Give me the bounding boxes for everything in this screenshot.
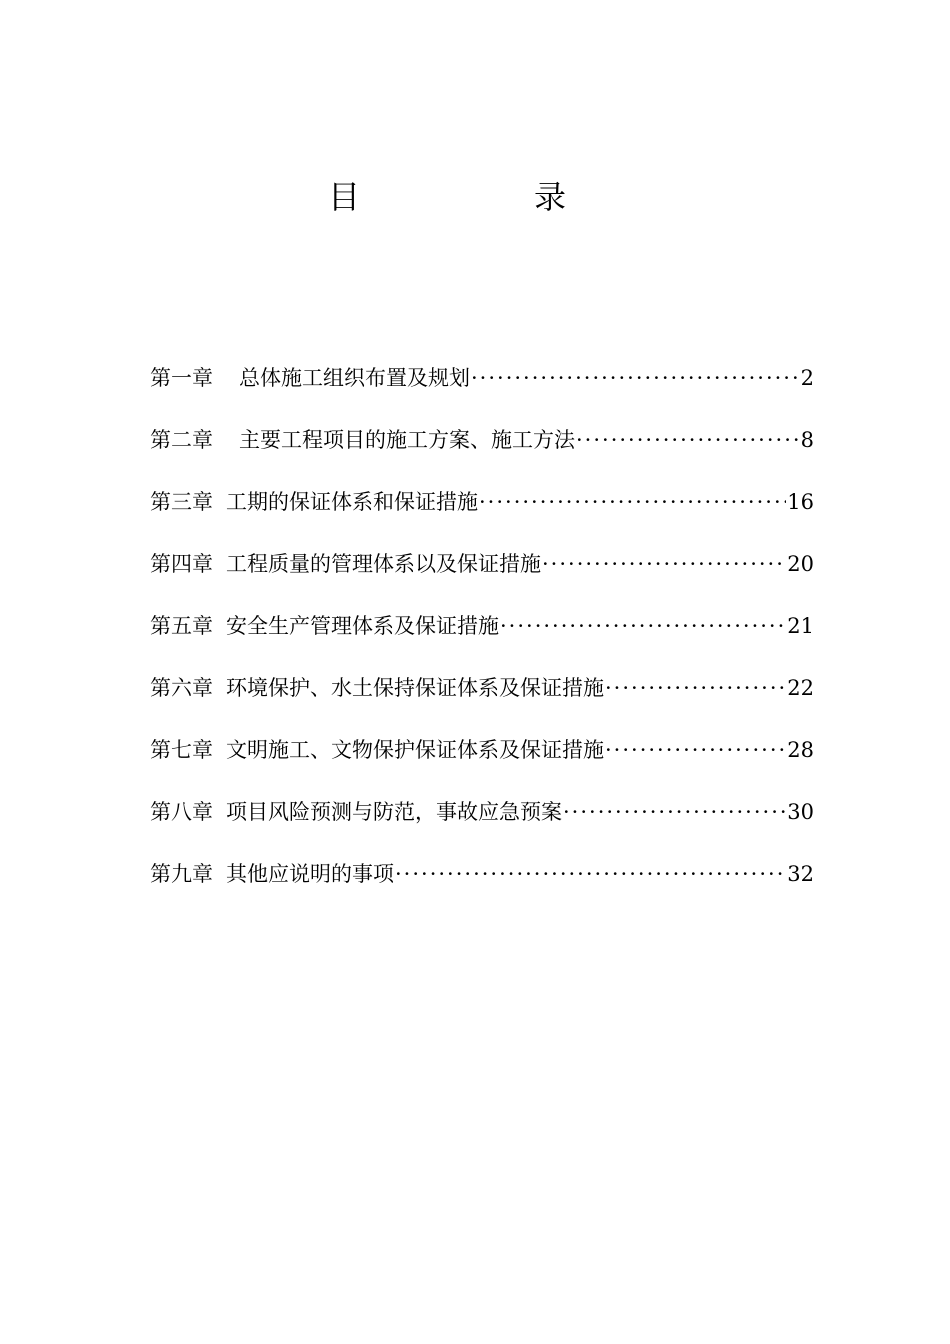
chapter-heading: 项目风险预测与防范，事故应急预案 <box>226 800 562 824</box>
toc-entry-4[interactable] <box>150 542 814 604</box>
chapter-number: 第三章 <box>150 490 213 514</box>
page-number: 32 <box>787 862 814 886</box>
page-number: 22 <box>787 676 814 700</box>
toc-entry-8[interactable] <box>150 790 814 852</box>
dot-leader <box>479 480 786 524</box>
dot-leader <box>471 356 800 400</box>
toc-entry-2[interactable] <box>150 418 814 480</box>
toc-entry-9[interactable] <box>150 852 814 914</box>
dot-leader <box>576 418 800 462</box>
toc-entry-1[interactable] <box>150 356 814 418</box>
chapter-number: 第四章 <box>150 552 213 576</box>
chapter-heading: 文明施工、文物保护保证体系及保证措施 <box>226 738 604 762</box>
chapter-heading: 总体施工组织布置及规划 <box>239 366 470 390</box>
toc-title <box>0 175 950 225</box>
page-number: 28 <box>787 738 814 762</box>
chapter-heading: 其他应说明的事项 <box>226 862 394 886</box>
toc-title-char-2: 录 <box>534 178 567 216</box>
dot-leader <box>542 542 786 586</box>
dot-leader <box>395 852 786 896</box>
dot-leader <box>563 790 786 834</box>
toc-entry-6[interactable] <box>150 666 814 728</box>
chapter-heading: 工程质量的管理体系以及保证措施 <box>226 552 541 576</box>
page-number: 16 <box>787 490 814 514</box>
chapter-number: 第八章 <box>150 800 213 824</box>
chapter-heading: 安全生产管理体系及保证措施 <box>226 614 499 638</box>
toc-title-char-1: 目 <box>328 178 361 216</box>
table-of-contents <box>150 356 814 914</box>
chapter-heading: 工期的保证体系和保证措施 <box>226 490 478 514</box>
toc-entry-5[interactable] <box>150 604 814 666</box>
dot-leader <box>500 604 786 648</box>
chapter-number: 第六章 <box>150 676 213 700</box>
page-number: 30 <box>787 800 814 824</box>
chapter-number: 第一章 <box>150 366 213 390</box>
chapter-heading: 环境保护、水土保持保证体系及保证措施 <box>226 676 604 700</box>
page-number: 8 <box>800 428 814 452</box>
page-number: 21 <box>787 614 814 638</box>
page-number: 20 <box>787 552 814 576</box>
toc-entry-3[interactable] <box>150 480 814 542</box>
page-number: 2 <box>800 366 814 390</box>
chapter-number: 第二章 <box>150 428 213 452</box>
chapter-heading: 主要工程项目的施工方案、施工方法 <box>239 428 575 452</box>
dot-leader <box>605 666 786 710</box>
chapter-number: 第九章 <box>150 862 213 886</box>
toc-entry-7[interactable] <box>150 728 814 790</box>
dot-leader <box>605 728 786 772</box>
chapter-number: 第五章 <box>150 614 213 638</box>
chapter-number: 第七章 <box>150 738 213 762</box>
